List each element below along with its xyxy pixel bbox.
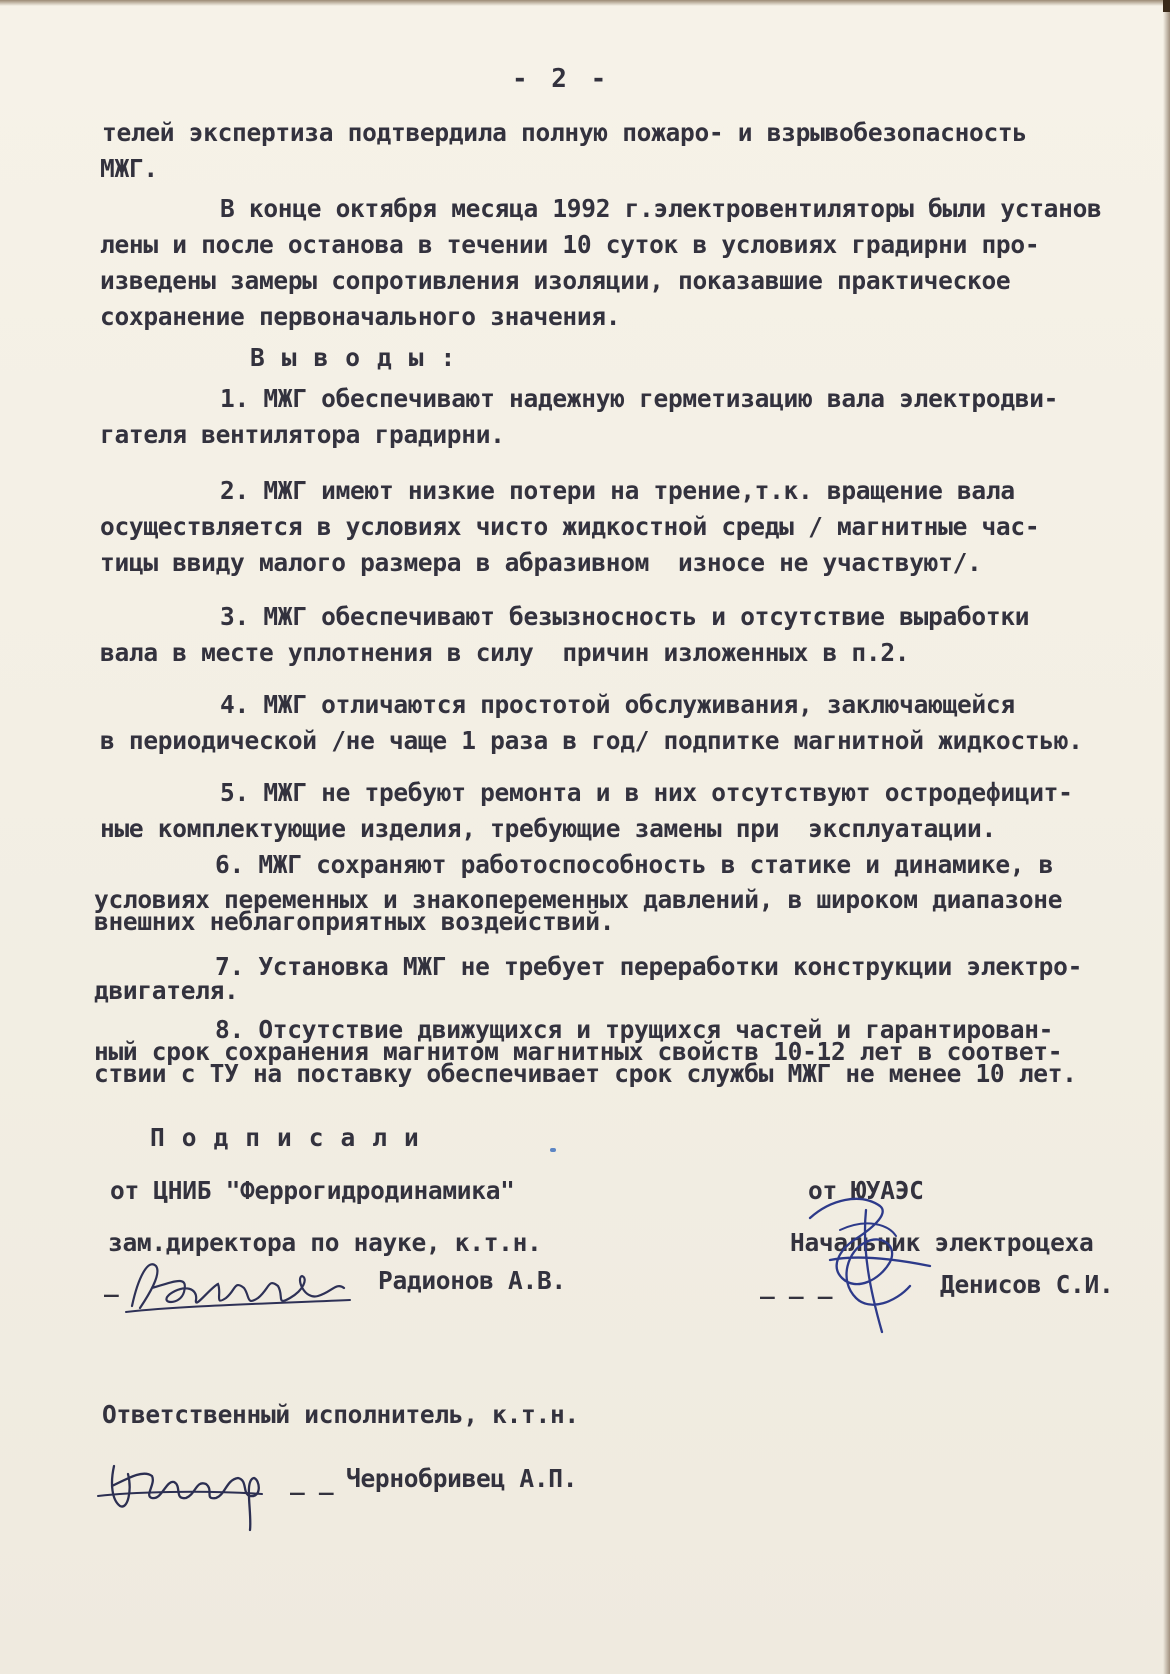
left-party-title: зам.директора по науке, к.т.н. [108,1228,542,1257]
executor-name: Чернобривец А.П. [346,1464,578,1493]
scan-edge-top [0,0,1170,6]
conclusion-2-line-1: 2. МЖГ имеют низкие потери на трение,т.к. вращение вала [220,476,1015,505]
scan-edge-right [1163,0,1170,1674]
executor-signature-dashes: _ _ [290,1466,334,1495]
executor-title: Ответственный исполнитель, к.т.н. [102,1400,579,1429]
conclusion-3-line-2: вала в месте уплотнения в силу причин изложенных в п.2. [100,638,910,667]
ink-speck [550,1148,556,1152]
conclusion-8-line-1: 8. Отсутствие движущихся и трущихся частей и гарантирован- [215,1015,1054,1044]
right-signature-icon [770,1170,950,1340]
right-party-name: Денисов С.И. [940,1270,1114,1299]
paragraph-line-3: изведены замеры сопротивления изоляции, показавшие практическое [100,266,1011,295]
left-signature-dashes: _ [104,1268,119,1297]
executor-signature-icon [92,1436,292,1536]
scan-corner-mark [1163,0,1170,12]
conclusion-6-line-1: 6. МЖГ сохраняют работоспособность в статике и динамике, в [215,850,1054,879]
left-party-name: Радионов А.В. [378,1266,566,1295]
conclusion-6-line-2: условиях переменных и знакопеременных давлений, в широком диапазоне [94,885,1063,914]
intro-line-2: МЖГ. [100,154,158,183]
conclusion-2-line-3: тицы ввиду малого размера в абразивном износе не участвуют/. [100,548,982,577]
left-party-org: от ЦНИБ "Феррогидродинамика" [110,1176,515,1205]
right-party-org: от ЮУАЭС [808,1176,924,1205]
left-signature-icon [118,1248,378,1328]
paragraph-line-4: сохранение первоначального значения. [100,302,621,331]
conclusion-3-line-1: 3. МЖГ обеспечивают безызносность и отсутствие выработки [220,602,1030,631]
intro-line-1: телей экспертиза подтвердила полную пожаро- и взрывобезопасность [102,118,1027,147]
conclusion-8-line-2: ный срок сохранения магнитом магнитных свойств 10-12 лет в соответ- [94,1037,1063,1066]
right-signature-dashes: _ _ _ [760,1270,833,1299]
conclusion-5-line-2: ные комплектующие изделия, требующие замены при эксплуатации. [100,814,996,843]
conclusion-7-line-1: 7. Установка МЖГ не требует переработки конструкции электро- [215,952,1083,981]
conclusion-7-line-2: двигателя. [94,976,239,1005]
conclusion-1-line-2: гателя вентилятора градирни. [100,420,505,449]
conclusion-6-line-3: внешних неблагоприятных воздействий. [94,907,615,936]
conclusion-1-line-1: 1. МЖГ обеспечивают надежную герметизацию вала электродви- [220,384,1059,413]
conclusion-5-line-1: 5. МЖГ не требуют ремонта и в них отсутствуют остродефицит- [220,778,1073,807]
right-party-title: Начальник электроцеха [790,1228,1094,1257]
paragraph-line-2: лены и после останова в течении 10 суток в условиях градирни про- [100,230,1040,259]
conclusion-2-line-2: осуществляется в условиях чисто жидкостной среды / магнитные час- [100,512,1040,541]
signed-heading: Подписали [150,1123,436,1152]
paragraph-line-1: В конце октября месяца 1992 г.электровентиляторы были установ [220,194,1102,223]
conclusion-4-line-2: в периодической /не чаще 1 раза в год/ подпитке магнитной жидкостью. [100,726,1083,755]
conclusion-8-line-3: ствии с ТУ на поставку обеспечивает срок службы МЖГ не менее 10 лет. [94,1059,1077,1088]
page-number: - 2 - [512,64,611,94]
conclusions-heading: Выводы: [250,343,473,372]
conclusion-4-line-1: 4. МЖГ отличаются простотой обслуживания, заключающейся [220,690,1015,719]
